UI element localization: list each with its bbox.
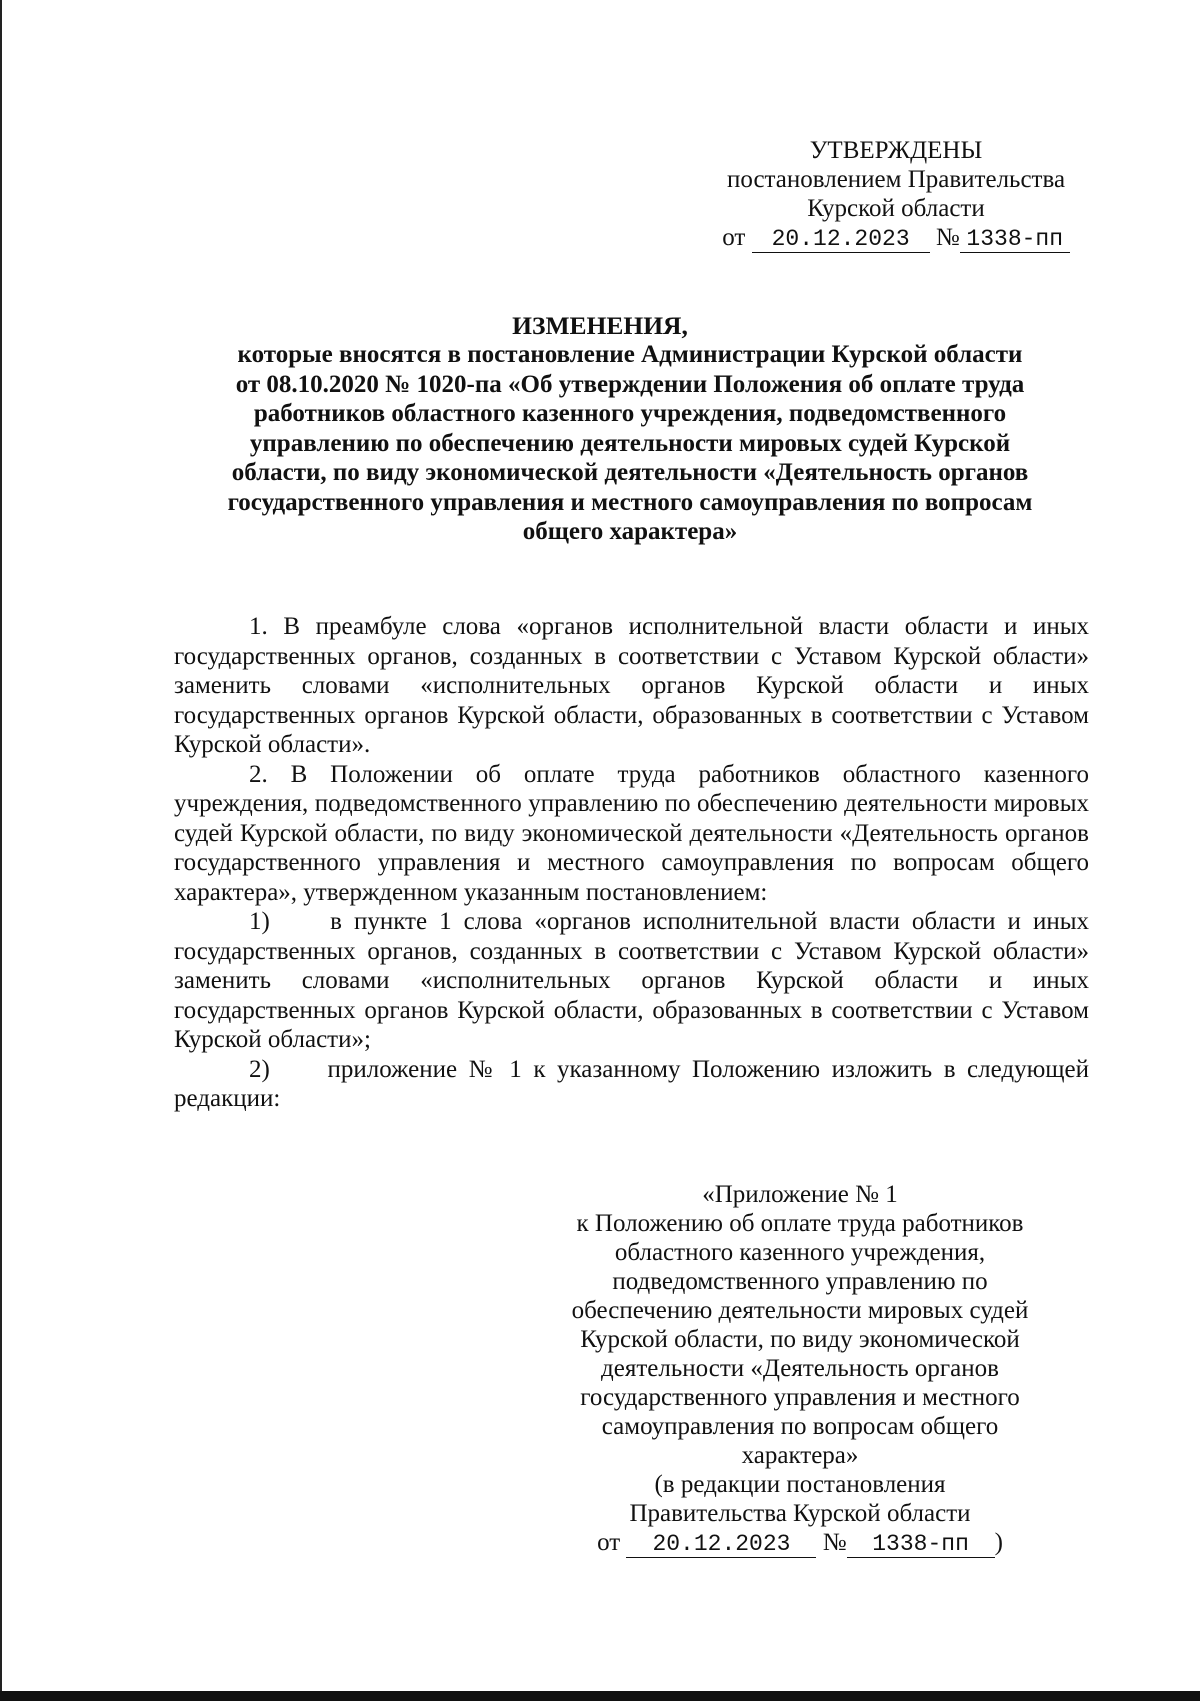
list-item-1 [174, 907, 1089, 1055]
appendix-number-prefix: № [822, 1529, 847, 1556]
approval-number-prefix: № [935, 224, 960, 251]
appendix-date-line [540, 1528, 1060, 1558]
appendix-line-11: (в редакции постановления [654, 1471, 946, 1498]
appendix-date: 20.12.2023 [626, 1531, 816, 1558]
list-item-2 [174, 1055, 1089, 1114]
appendix-closing-paren: ) [994, 1529, 1003, 1556]
list-item-1-text: в пункте 1 слова «органов исполнительной власти области и иных государственных органов, созданных в соответствии с Уставом Курской области» заменить словами «исполнительных органов Курской области и иных государственных органов Курской области, образованных в соответствии с Уставом Курской области»; [174, 908, 1089, 1053]
appendix-line-6: Курской области, по виду экономической [580, 1326, 1020, 1353]
document-title: ИЗМЕНЕНИЯ, [512, 311, 688, 340]
heading-line-1: которые вносятся в постановление Администрации Курской области [237, 341, 1023, 368]
approval-line-1: постановлением Правительства [726, 166, 1066, 193]
heading-line-6: государственного управления и местного самоуправления по вопросам [227, 488, 1033, 516]
appendix-line-9: самоуправления по вопросам общего [601, 1413, 999, 1440]
appendix-line-7: деятельности «Деятельность органов [601, 1355, 999, 1382]
approval-title: УТВЕРЖДЕНЫ [809, 137, 983, 164]
list-item-1-number: 1) [249, 908, 270, 935]
scan-edge-bottom [0, 1691, 1200, 1701]
appendix-line-3: областного казенного учреждения, [614, 1239, 986, 1266]
paragraph-2: 2. В Положении об оплате труда работников областного казенного учреждения, подведомственного управлению по обеспечению деятельности мировых судей Курской области, по виду экономической деятельности «Деятельность органов государственного управления и местного самоуправления по вопросам общего характера», утвержденном указанным постановлением: [174, 760, 1089, 906]
approval-date: 20.12.2023 [752, 226, 930, 253]
document-heading [170, 340, 1090, 547]
heading-line-5: области, по виду экономической деятельности «Деятельность органов [231, 459, 1029, 486]
appendix-number: 1338-пп [847, 1531, 995, 1558]
list-item-2-text: приложение № 1 к указанному Положению изложить в следующей редакции: [174, 1055, 1090, 1112]
heading-line-2: от 08.10.2020 № 1020-па «Об утверждении Положения об оплате труда [235, 370, 1025, 398]
heading-line-7: общего характера» [522, 518, 738, 545]
appendix-line-4: подведомственного управлению по [612, 1268, 988, 1295]
scan-edge-left [0, 0, 2, 1701]
appendix-line-12: Правительства Курской области [629, 1500, 971, 1527]
appendix-date-prefix: от [597, 1529, 621, 1556]
appendix-line-5: обеспечению деятельности мировых судей [571, 1297, 1029, 1324]
approval-stamp [686, 136, 1106, 253]
appendix-line-8: государственного управления и местного [580, 1384, 1020, 1411]
heading-line-4: управлению по обеспечению деятельности мировых судей Курской [249, 429, 1011, 457]
appendix-line-2: к Положению об оплате труда работников [576, 1210, 1024, 1237]
approval-number: 1338-пп [960, 226, 1070, 253]
appendix-line-1: «Приложение № 1 [702, 1181, 898, 1208]
list-item-2-number: 2) [249, 1055, 270, 1083]
approval-date-prefix: от [722, 224, 746, 251]
heading-line-3: работников областного казенного учреждения, подведомственного [253, 400, 1007, 427]
appendix-header [540, 1180, 1060, 1558]
appendix-line-10: характера» [741, 1442, 859, 1469]
approval-line-2: Курской области [807, 195, 985, 222]
paragraph-1: 1. В преамбуле слова «органов исполнительной власти области и иных государственных органов, созданных в соответствии с Уставом Курской области» заменить словами «исполнительных органов Курской области и иных государственных органов Курской области, образованных в соответствии с Уставом Курской области». [174, 613, 1089, 758]
document-body [174, 612, 1089, 1114]
approval-date-line [686, 223, 1106, 253]
